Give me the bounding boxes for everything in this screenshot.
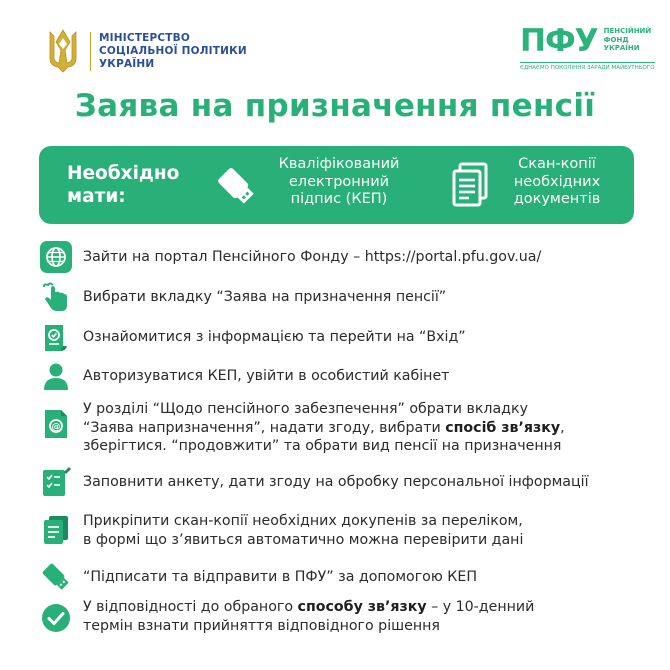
usb-key-icon bbox=[40, 561, 72, 593]
step-line-emphasis: спосіб зв’язку bbox=[445, 419, 561, 436]
email-document-icon bbox=[40, 408, 72, 440]
step-line: Заповнити анкету, дати згоду на обробку персональної інформації bbox=[83, 474, 589, 490]
step-line: Авторизуватися КЕП, увійти в особистий кабінет bbox=[83, 368, 450, 384]
step-line: “Підписати та відправити в ПФУ” за допомогою КЕП bbox=[83, 569, 478, 585]
step-text bbox=[83, 473, 589, 492]
svg-text:@: @ bbox=[51, 422, 61, 433]
banner-item-line: електронний bbox=[288, 173, 390, 190]
ministry-line: СОЦІАЛЬНОЇ ПОЛІТИКИ bbox=[99, 44, 247, 57]
ministry-line: МІНІСТЕРСТВО bbox=[99, 31, 190, 44]
check-circle-icon bbox=[40, 602, 72, 634]
pfu-name-line: УКРАЇНИ bbox=[603, 44, 640, 52]
banner-item-line: Кваліфікований bbox=[278, 156, 400, 172]
step-text bbox=[83, 248, 541, 267]
step-line: зберігтися. “продовжити” та обрати вид пенсії на призначення bbox=[83, 438, 562, 454]
user-icon bbox=[40, 360, 72, 392]
step-text bbox=[83, 512, 523, 549]
banner-item-line: необхідних bbox=[513, 173, 601, 190]
step-line: в формі що з’явиться автоматично можна перевірити дані bbox=[83, 531, 524, 548]
step-line-emphasis: способу зв’язку bbox=[297, 599, 427, 615]
step-text bbox=[83, 568, 477, 587]
globe-icon bbox=[40, 241, 72, 273]
step-line: У розділі “Щодо пенсійного забезпечення” обрати вкладку bbox=[83, 401, 528, 417]
step-line: Прикріпити скан-копії необхідних докупенів за переліком, bbox=[83, 513, 523, 529]
step-line-part: У відповідності до обраного bbox=[83, 599, 298, 615]
step-line bbox=[83, 419, 565, 438]
banner-item-line: документів bbox=[513, 191, 601, 207]
banner-heading-line: мати: bbox=[67, 186, 126, 207]
step-line-part: , bbox=[560, 419, 565, 436]
checklist-pen-icon bbox=[40, 466, 72, 498]
pfu-name-line: ПЕНСІЙНИЙ bbox=[603, 27, 652, 35]
step-line: Ознайомитися з інформацією та перейти на “Вхід” bbox=[83, 329, 466, 345]
step-text bbox=[83, 598, 534, 635]
step-line-part: “Заява напризначення”, надати згоду, вибрати bbox=[83, 419, 446, 436]
step-line: Вибрати вкладку “Заява на призначення пенсії” bbox=[83, 289, 447, 305]
step-line-part: – у 10-денний bbox=[426, 599, 535, 615]
pointer-hand-icon bbox=[40, 281, 72, 313]
pfu-tagline: ЄДНАЄМО ПОКОЛІННЯ ЗАРАДИ МАЙБУТНЬОГО bbox=[520, 62, 655, 71]
banner-item-line: підпис (КЕП) bbox=[290, 191, 388, 207]
pfu-mark: ПФУ bbox=[520, 23, 598, 59]
step-text bbox=[83, 328, 466, 347]
certificate-icon bbox=[40, 321, 72, 353]
banner-heading-line: Необхідно bbox=[67, 163, 180, 184]
documents-icon bbox=[40, 514, 72, 546]
step-line: Зайти на портал Пенсійного Фонду – https://portal.pfu.gov.ua/ bbox=[83, 249, 542, 265]
step-text bbox=[83, 367, 449, 386]
step-text bbox=[83, 288, 446, 307]
step-line bbox=[83, 598, 534, 617]
ministry-line: УКРАЇНИ bbox=[99, 57, 155, 70]
banner-item-line: Скан-копії bbox=[518, 156, 596, 172]
page-title: Заява на призначення пенсії bbox=[74, 88, 596, 124]
step-line: термін взнати прийняття відповідного рішення bbox=[83, 617, 440, 634]
pfu-name-line: ФОНД bbox=[603, 35, 629, 44]
step-text bbox=[83, 400, 565, 456]
